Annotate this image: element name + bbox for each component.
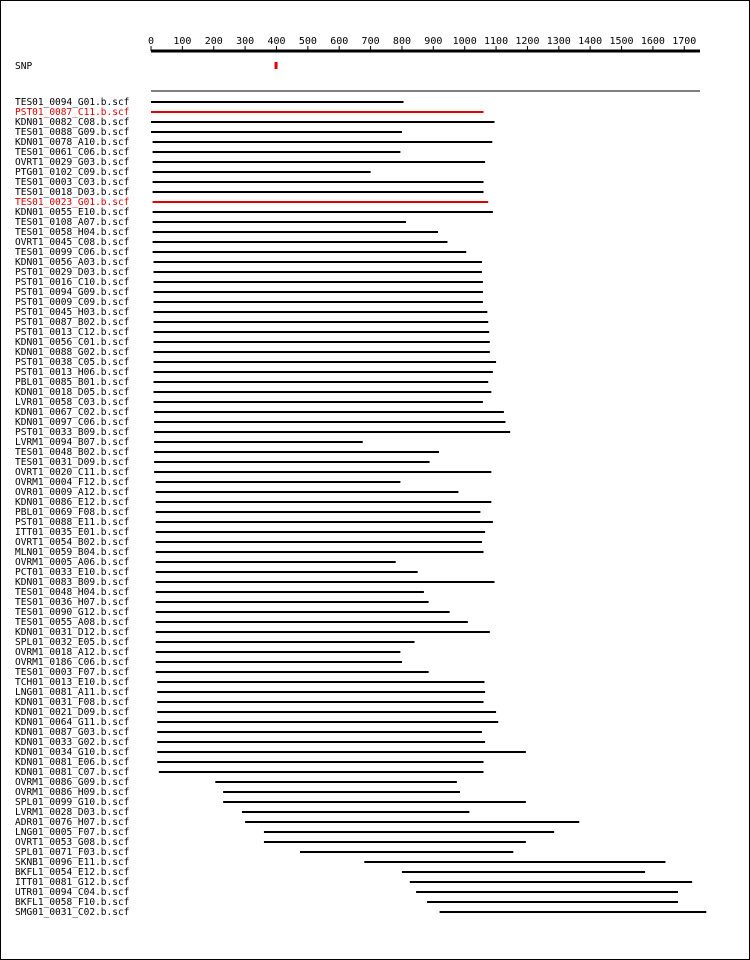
read-name: MLN01_0059_B04.b.scf	[15, 547, 130, 558]
read-name: ITT01_0035_E01.b.scf	[15, 527, 130, 538]
read-name: PST01_0087_B02.b.scf	[15, 317, 130, 328]
read-name: LNG01_0081_A11.b.scf	[15, 687, 130, 698]
read-name: TES01_0048_H04.b.scf	[15, 587, 130, 598]
read-name: KDN01_0031_F08.b.scf	[15, 697, 130, 708]
read-name: TES01_0061_C06.b.scf	[15, 147, 130, 158]
read-name: KDN01_0097_C06.b.scf	[15, 417, 130, 428]
read-name: SPL01_0071_F03.b.scf	[15, 847, 130, 858]
read-name: OVRM1_0186_C06.b.scf	[15, 657, 130, 668]
read-name: TES01_0036_H07.b.scf	[15, 597, 130, 608]
read-name: PST01_0045_H03.b.scf	[15, 307, 130, 318]
read-name: PTG01_0102_C09.b.scf	[15, 167, 130, 178]
read-name: TES01_0003_F07.b.scf	[15, 667, 130, 678]
read-name: PST01_0009_C09.b.scf	[15, 297, 130, 308]
read-name: TCH01_0013_E10.b.scf	[15, 677, 130, 688]
read-name: PST01_0013_C12.b.scf	[15, 327, 130, 338]
read-name: PST01_0038_C05.b.scf	[15, 357, 130, 368]
read-name: KDN01_0086_E12.b.scf	[15, 497, 130, 508]
read-name: KDN01_0067_C02.b.scf	[15, 407, 130, 418]
ruler-tick-label: 0	[147, 36, 155, 47]
read-name: KDN01_0081_C07.b.scf	[15, 767, 130, 778]
read-name: KDN01_0087_G03.b.scf	[15, 727, 130, 738]
read-name: SMG01_0031_C02.b.scf	[15, 907, 130, 918]
read-name: PST01_0016_C10.b.scf	[15, 277, 130, 288]
read-name: KDN01_0021_D09.b.scf	[15, 707, 130, 718]
read-name: TES01_0108_A07.b.scf	[15, 217, 130, 228]
ruler-tick-label: 1300	[546, 36, 571, 47]
read-name: LVRM1_0028_D03.b.scf	[15, 807, 130, 818]
read-name: OVRT1_0045_C08.b.scf	[15, 237, 130, 248]
read-name: LVR01_0058_C03.b.scf	[15, 397, 130, 408]
read-name: KDN01_0034_G10.b.scf	[15, 747, 130, 758]
ruler-tick-label: 600	[330, 36, 349, 47]
ruler-tick-label: 1500	[609, 36, 634, 47]
read-name: ADR01_0076_H07.b.scf	[15, 817, 130, 828]
read-name: UTR01_0094_C04.b.scf	[15, 887, 130, 898]
read-name: KDN01_0078_A10.b.scf	[15, 137, 130, 148]
read-name: PBL01_0069_F08.b.scf	[15, 507, 130, 518]
read-name: TES01_0088_G09.b.scf	[15, 127, 130, 138]
read-name: PST01_0094_G09.b.scf	[15, 287, 130, 298]
ruler	[148, 36, 700, 51]
read-name: LVRM1_0094_B07.b.scf	[15, 437, 130, 448]
ruler-tick-label: 1200	[515, 36, 540, 47]
read-name: PST01_0033_B09.b.scf	[15, 427, 130, 438]
snp-label: SNP	[15, 61, 33, 72]
read-name: KDN01_0081_E06.b.scf	[15, 757, 130, 768]
ruler-tick-label: 1600	[640, 36, 665, 47]
read-name: SPL01_0099_G10.b.scf	[15, 797, 130, 808]
read-name: SPL01_0032_E05.b.scf	[15, 637, 130, 648]
read-name: TES01_0003_C03.b.scf	[15, 177, 130, 188]
read-name: TES01_0099_C06.b.scf	[15, 247, 130, 258]
read-name: BKFL1_0054_E12.b.scf	[15, 867, 130, 878]
read-name: KDN01_0056_C01.b.scf	[15, 337, 130, 348]
read-name: BKFL1_0058_F10.b.scf	[15, 897, 130, 908]
read-name: ITT01_0081_G12.b.scf	[15, 877, 130, 888]
read-name: OVR01_0009_A12.b.scf	[15, 487, 130, 498]
read-name: OVRT1_0053_G08.b.scf	[15, 837, 130, 848]
read-name: OVRT1_0029_G03.b.scf	[15, 157, 130, 168]
read-name: LNG01_0005_F07.b.scf	[15, 827, 130, 838]
read-name: KDN01_0083_B09.b.scf	[15, 577, 130, 588]
read-name: OVRM1_0018_A12.b.scf	[15, 647, 130, 658]
read-name: TES01_0090_G12.b.scf	[15, 607, 130, 618]
read-name: TES01_0094_G01.b.scf	[15, 97, 130, 108]
snp-marker	[275, 62, 278, 69]
read-row	[15, 907, 706, 918]
read-name: TES01_0023_G01.b.scf	[15, 197, 130, 208]
read-name: KDN01_0082_C08.b.scf	[15, 117, 130, 128]
ruler-tick-label: 800	[392, 36, 411, 47]
read-name: OVRM1_0004_F12.b.scf	[15, 477, 130, 488]
read-name: PBL01_0085_B01.b.scf	[15, 377, 130, 388]
read-name: KDN01_0064_G11.b.scf	[15, 717, 130, 728]
read-name: PST01_0029_D03.b.scf	[15, 267, 130, 278]
read-name: PST01_0087_C11.b.scf	[15, 107, 130, 118]
read-name: OVRM1_0005_A06.b.scf	[15, 557, 130, 568]
ruler-tick-label: 1700	[672, 36, 697, 47]
ruler-tick-label: 700	[361, 36, 380, 47]
read-name: OVRM1_0086_G09.b.scf	[15, 777, 130, 788]
read-name: PST01_0013_H06.b.scf	[15, 367, 130, 378]
read-name: TES01_0018_D03.b.scf	[15, 187, 130, 198]
read-name: KDN01_0018_D05.b.scf	[15, 387, 130, 398]
read-name: TES01_0031_D09.b.scf	[15, 457, 130, 468]
reads-list	[15, 97, 706, 918]
read-name: PCT01_0033_E10.b.scf	[15, 567, 130, 578]
ruler-tick-label: 200	[204, 36, 223, 47]
snp-track	[15, 61, 278, 72]
read-name: OVRT1_0054_B02.b.scf	[15, 537, 130, 548]
read-name: SKNB1_0096_E11.b.scf	[15, 857, 130, 868]
ruler-tick-label: 300	[236, 36, 255, 47]
read-name: TES01_0048_B02.b.scf	[15, 447, 130, 458]
ruler-tick-label: 1400	[578, 36, 603, 47]
read-name: TES01_0055_A08.b.scf	[15, 617, 130, 628]
ruler-tick-label: 500	[298, 36, 317, 47]
read-name: OVRM1_0086_H09.b.scf	[15, 787, 130, 798]
read-name: PST01_0088_E11.b.scf	[15, 517, 130, 528]
read-name: KDN01_0033_G02.b.scf	[15, 737, 130, 748]
read-name: KDN01_0031_D12.b.scf	[15, 627, 130, 638]
read-name: KDN01_0088_G02.b.scf	[15, 347, 130, 358]
ruler-tick-label: 1100	[484, 36, 509, 47]
ruler-tick-label: 400	[267, 36, 286, 47]
ruler-tick-label: 1000	[452, 36, 477, 47]
read-name: KDN01_0056_A03.b.scf	[15, 257, 130, 268]
read-name: TES01_0058_H04.b.scf	[15, 227, 130, 238]
alignment-diagram	[1, 1, 749, 959]
read-name: OVRT1_0020_C11.b.scf	[15, 467, 130, 478]
ruler-tick-label: 900	[424, 36, 443, 47]
ruler-tick-label: 100	[173, 36, 192, 47]
read-name: KDN01_0055_E10.b.scf	[15, 207, 130, 218]
